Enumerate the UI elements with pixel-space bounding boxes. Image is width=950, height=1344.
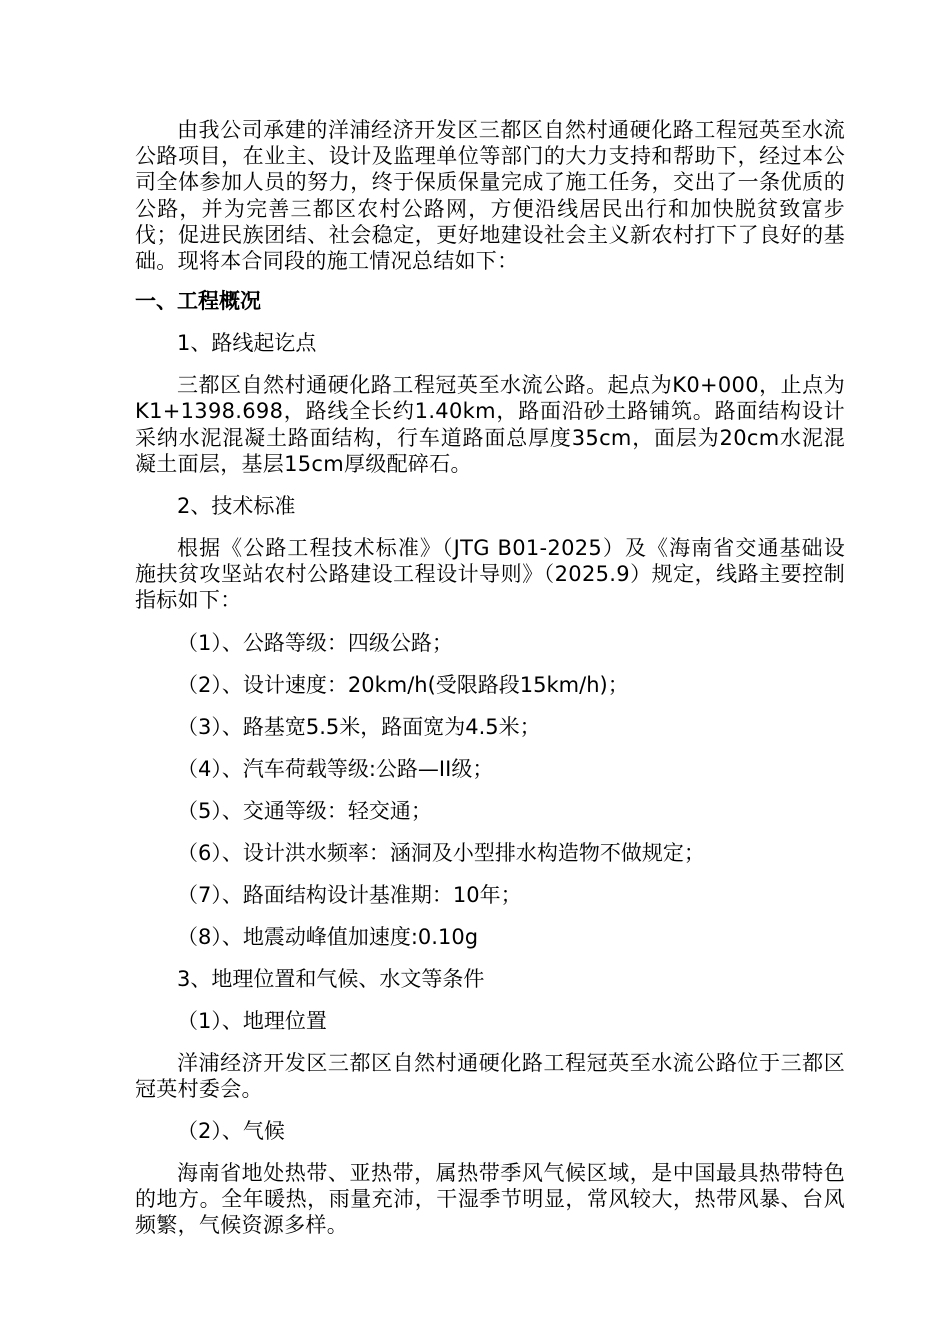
section-heading-overview: 一、工程概况 bbox=[135, 289, 261, 314]
subheading-technical-standards: 2、技术标准 bbox=[177, 494, 296, 519]
standard-item: （1）、公路等级：四级公路； bbox=[177, 630, 453, 655]
standard-item: （6）、设计洪水频率：涵洞及小型排水构造物不做规定； bbox=[177, 840, 705, 865]
standards-list bbox=[135, 630, 845, 950]
subheading-location-climate: 3、地理位置和气候、水文等条件 bbox=[177, 966, 485, 991]
standard-item: （7）、路面结构设计基准期：10年； bbox=[177, 882, 522, 907]
standard-item: （5）、交通等级：轻交通； bbox=[177, 798, 432, 823]
geographic-location-paragraph: 洋浦经济开发区三都区自然村通硬化路工程冠英至水流公路位于三都区冠英村委会。 bbox=[135, 1050, 845, 1101]
subheading-route-endpoints: 1、路线起讫点 bbox=[177, 331, 317, 356]
technical-standards-paragraph: 根据《公路工程技术标准》（JTG B01-2025）及《海南省交通基础设施扶贫攻坚站农村公路建设工程设计导则》（2025.9）规定，线路主要控制指标如下： bbox=[135, 536, 845, 613]
subheading-climate: （2）、气候 bbox=[177, 1119, 285, 1144]
route-endpoints-paragraph: 三都区自然村通硬化路工程冠英至水流公路。起点为K0+000，止点为K1+1398.698，路线全长约1.40km，路面沿砂土路铺筑。路面结构设计采纳水泥混凝土路面结构，行车道路面总厚度35cm，面层为20cm水泥混凝土面层，基层15cm厚级配碎石。 bbox=[135, 373, 845, 476]
standard-item: （3）、路基宽5.5米，路面宽为4.5米； bbox=[177, 714, 541, 739]
subheading-geographic-location: （1）、地理位置 bbox=[177, 1008, 327, 1033]
climate-paragraph: 海南省地处热带、亚热带，属热带季风气候区域，是中国最具热带特色的地方。全年暖热，雨量充沛，干湿季节明显，常风较大，热带风暴、台风频繁，气候资源多样。 bbox=[135, 1161, 845, 1238]
intro-paragraph: 由我公司承建的洋浦经济开发区三都区自然村通硬化路工程冠英至水流公路项目，在业主、设计及监理单位等部门的大力支持和帮助下，经过本公司全体参加人员的努力，终于保质保量完成了施工任务，交出了一条优质的公路，并为完善三都区农村公路网，方便沿线居民出行和加快脱贫致富步伐；促进民族团结、社会稳定，更好地建设社会主义新农村打下了良好的基础。现将本合同段的施工情况总结如下： bbox=[135, 118, 845, 274]
standard-item: （4）、汽车荷载等级:公路—II级； bbox=[177, 756, 494, 781]
standard-item: （8）、地震动峰值加速度:0.10g bbox=[177, 924, 479, 949]
document-body bbox=[135, 117, 845, 1239]
standard-item: （2）、设计速度：20km/h(受限路段15km/h)； bbox=[177, 672, 629, 697]
